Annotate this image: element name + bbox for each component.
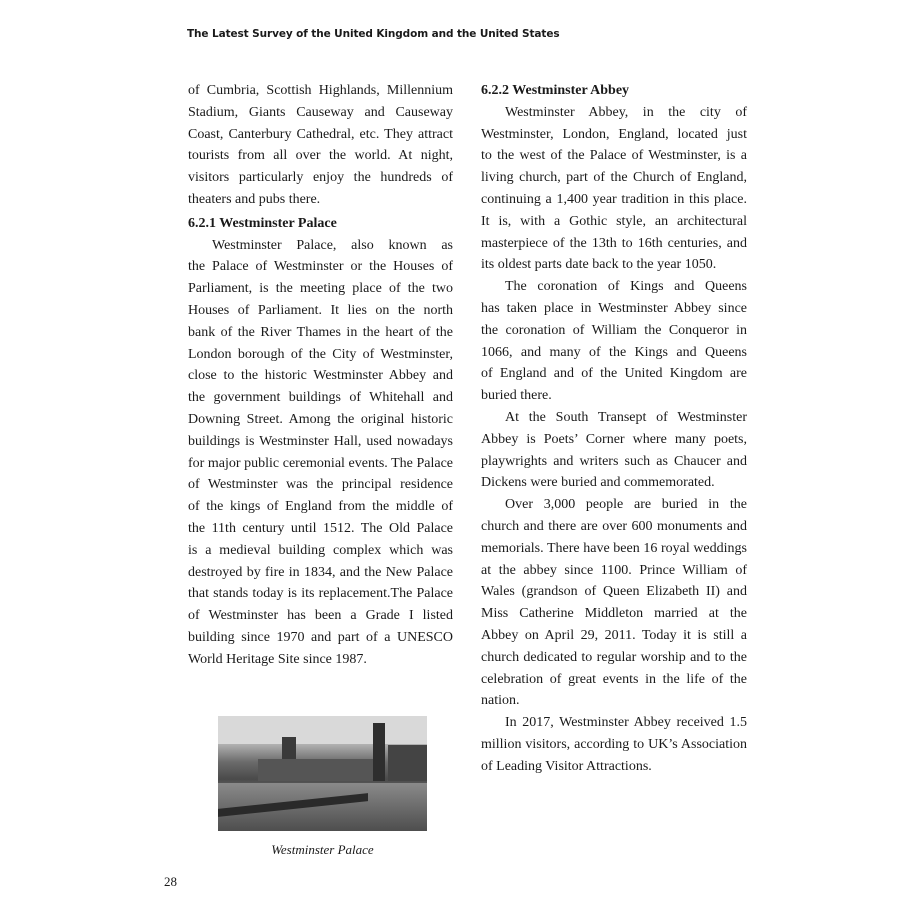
text-line: continuing a 1,400 year tradition in this place. xyxy=(481,191,747,207)
text-line: of the kings of England from the middle of xyxy=(188,499,453,515)
abbey-paragraph-1 xyxy=(481,102,747,276)
text-line: Over 3,000 people are buried in the xyxy=(505,497,747,513)
text-line: the coronation of William the Conqueror in xyxy=(481,322,747,338)
big-ben-tower-shape xyxy=(373,723,385,781)
text-line: bank of the River Thames in the heart of the xyxy=(188,324,453,340)
text-line: It is, with a Gothic style, an architectural xyxy=(481,213,747,229)
text-line: Houses of Parliament. It lies on the north xyxy=(188,302,453,318)
text-line: Downing Street. Among the original historic xyxy=(188,411,453,427)
abbey-paragraph-5 xyxy=(481,712,747,777)
section-heading-westminster-abbey: 6.2.2 Westminster Abbey xyxy=(481,83,630,98)
text-line: of England and of the United Kingdom are xyxy=(481,366,747,382)
westminster-palace-paragraph xyxy=(188,235,453,671)
text-line: is a medieval building complex which was xyxy=(188,542,453,558)
text-line: Coast, Canterbury Cathedral, etc. They attract xyxy=(188,126,453,142)
text-line: Abbey is Poets’ Corner where many poets, xyxy=(481,431,747,447)
text-line: Westminster Abbey, in the city of xyxy=(505,104,747,120)
text-line: playwrights and writers such as Chaucer and xyxy=(481,453,747,469)
text-line: nation. xyxy=(481,693,520,709)
text-line: World Heritage Site since 1987. xyxy=(188,651,367,667)
photo-sky xyxy=(218,716,427,744)
text-line: the 11th century until 1512. The Old Palace xyxy=(188,520,453,536)
text-line: Westminster Palace, also known as xyxy=(212,237,453,253)
section-heading-westminster-palace: 6.2.1 Westminster Palace xyxy=(188,215,337,231)
text-line: Abbey on April 29, 2011. Today it is still a xyxy=(481,627,747,643)
text-line: to the west of the Palace of Westminster, is a xyxy=(481,148,747,164)
palace-facade-shape xyxy=(258,759,378,781)
text-line: buildings is Westminster Hall, used nowadays xyxy=(188,433,453,449)
text-line: building since 1970 and part of a UNESCO xyxy=(188,629,453,645)
text-line: Dickens were buried and commemorated. xyxy=(481,475,715,491)
text-line: Wales (grandson of Queen Elizabeth II) and xyxy=(481,584,747,600)
text-line: masterpiece of the 13th to 16th centuries, and xyxy=(481,235,747,251)
text-line: for major public ceremonial events. The Palace xyxy=(188,455,453,471)
text-line: church and there are over 600 monuments and xyxy=(481,518,747,534)
text-line: the government buildings of Whitehall and xyxy=(188,390,453,406)
left-column xyxy=(188,80,453,671)
text-line: church dedicated to regular worship and to the xyxy=(481,649,747,665)
figure-caption: Westminster Palace xyxy=(271,842,374,857)
text-line: At the South Transept of Westminster xyxy=(505,409,747,425)
text-line: buried there. xyxy=(481,388,552,404)
text-line: of Westminster was the principal residence xyxy=(188,477,453,493)
text-line: has taken place in Westminster Abbey since xyxy=(481,300,747,316)
text-line: that stands today is its replacement.The Palace xyxy=(188,586,453,602)
westminster-palace-photo xyxy=(218,716,427,831)
text-line: its oldest parts date back to the year 1050. xyxy=(481,257,717,273)
text-line: the Palace of Westminster or the Houses of xyxy=(188,259,453,275)
text-line: million visitors, according to UK’s Association xyxy=(481,736,747,752)
text-line: Stadium, Giants Causeway and Causeway xyxy=(188,104,453,120)
text-line: celebration of great events in the life of the xyxy=(481,671,747,687)
text-line: In 2017, Westminster Abbey received 1.5 xyxy=(505,715,747,731)
text-line: Westminster, London, England, located just xyxy=(481,126,747,142)
text-line: tourists from all over the world. At night, xyxy=(188,148,453,164)
text-line: theaters and pubs there. xyxy=(188,191,321,207)
text-line: at the abbey since 1100. Prince William of xyxy=(481,562,747,578)
text-line: destroyed by fire in 1834, and the New Palace xyxy=(188,564,453,580)
text-line: London borough of the City of Westminster, xyxy=(188,346,453,362)
abbey-paragraph-3 xyxy=(481,407,747,494)
text-line: of Leading Visitor Attractions. xyxy=(481,758,652,774)
right-column xyxy=(481,80,747,778)
text-line: memorials. There have been 16 royal weddings xyxy=(481,540,747,556)
text-line: of Westminster has been a Grade I listed xyxy=(188,608,453,624)
text-line: 1066, and many of the Kings and Queens xyxy=(481,344,747,360)
text-line: Parliament, is the meeting place of the two xyxy=(188,281,453,297)
abbey-paragraph-2 xyxy=(481,276,747,407)
text-line: close to the historic Westminster Abbey and xyxy=(188,368,453,384)
intro-paragraph xyxy=(188,80,453,211)
text-line: living church, part of the Church of England, xyxy=(481,170,747,186)
text-line: The coronation of Kings and Queens xyxy=(505,279,747,295)
text-line: Miss Catherine Middleton married at the xyxy=(481,606,747,622)
page-number: 28 xyxy=(164,874,177,889)
running-header: The Latest Survey of the United Kingdom and the United States xyxy=(187,28,560,40)
text-line: visitors particularly enjoy the hundreds of xyxy=(188,170,453,186)
abbey-paragraph-4 xyxy=(481,494,747,712)
text-line: of Cumbria, Scottish Highlands, Millennium xyxy=(188,83,453,98)
city-buildings-shape xyxy=(388,745,427,781)
